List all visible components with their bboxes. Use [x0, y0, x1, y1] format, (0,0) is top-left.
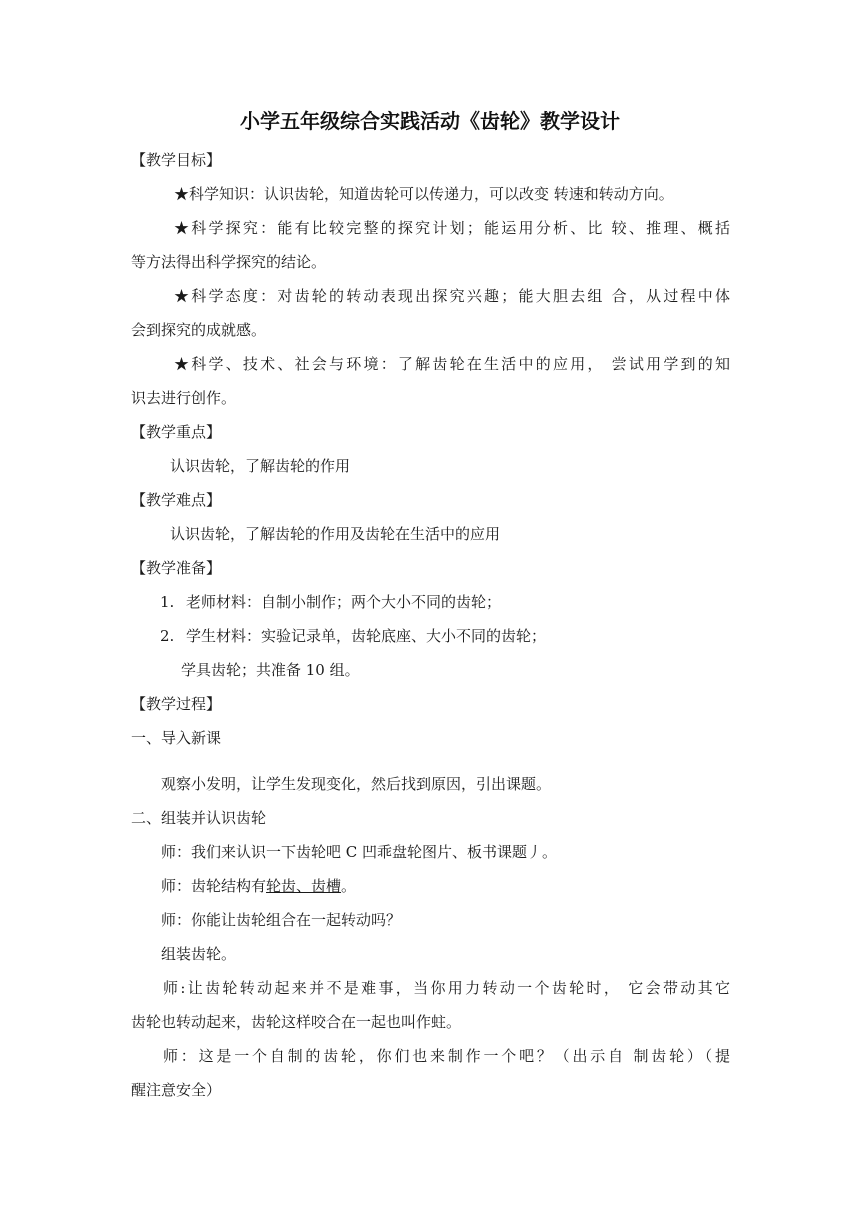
difficult-points-text: 认识齿轮，了解齿轮的作用及齿轮在生活中的应用	[170, 525, 501, 543]
goal-inquiry-line2: 等方法得出科学探究的结论。	[131, 253, 327, 271]
key-points-heading: 【教学重点】	[131, 423, 222, 441]
prep-extra: 学具齿轮；共准备 10 组。	[181, 661, 360, 679]
part2-line1: 师：我们来认识一下齿轮吧 C 凹乖盘轮图片、板书课题丿。	[161, 843, 558, 861]
part2-line2-suffix: 。	[341, 877, 357, 895]
goal-knowledge: ★科学知识：认识齿轮，知道齿轮可以传递力，可以改变 转速和转动方向。	[174, 185, 674, 203]
prep-item-teacher: 老师材料：自制小制作；两个大小不同的齿轮；	[186, 593, 502, 611]
process-heading: 【教学过程】	[131, 695, 222, 713]
prep-item-student: 学生材料：实验记录单，齿轮底座、大小不同的齿轮；	[186, 627, 547, 645]
goal-attitude-line2: 会到探究的成就感。	[131, 321, 267, 339]
part2-para1-line1: 师:让齿轮转动起来并不是难事，当你用力转动一个齿轮时， 它会带动其它	[163, 979, 730, 997]
part2-para2-line2: 醒注意安全）	[131, 1081, 222, 1099]
key-points-text: 认识齿轮，了解齿轮的作用	[170, 457, 351, 475]
prep-item-number: 2.	[160, 627, 175, 645]
part2-line4: 组装齿轮。	[161, 945, 237, 963]
part2-line3: 师：你能让齿轮组合在一起转动吗？	[161, 911, 402, 929]
prep-item-number: 1.	[160, 593, 175, 611]
part1-heading: 一、导入新课	[131, 729, 222, 747]
part1-text: 观察小发明，让学生发现变化，然后找到原因，引出课题。	[161, 775, 552, 793]
part2-line2-prefix: 师：齿轮结构有	[161, 877, 267, 895]
goal-inquiry-line1: ★科学探究：能有比较完整的探究计划；能运用分析、比 较、推理、概括	[174, 219, 730, 237]
goals-heading: 【教学目标】	[131, 151, 222, 169]
preparation-heading: 【教学准备】	[131, 559, 222, 577]
part2-para2-line1: 师：这是一个自制的齿轮，你们也来制作一个吧？（出示自 制齿轮）（提	[163, 1047, 730, 1065]
goal-attitude-line1: ★科学态度：对齿轮的转动表现出探究兴趣；能大胆去组 合，从过程中体	[174, 287, 730, 305]
part2-line2	[161, 876, 356, 896]
goal-society-line2: 识去进行创作。	[131, 389, 237, 407]
goal-society-line1: ★科学、技术、社会与环境：了解齿轮在生活中的应用， 尝试用学到的知	[174, 355, 730, 373]
gear-structure-underlined: 轮齿、齿槽	[266, 877, 342, 895]
document-title: 小学五年级综合实践活动《齿轮》教学设计	[240, 109, 620, 133]
difficult-points-heading: 【教学难点】	[131, 491, 222, 509]
part2-heading: 二、组装并认识齿轮	[131, 809, 267, 827]
part2-para1-line2: 齿轮也转动起来，齿轮这样咬合在一起也叫作蛀。	[131, 1013, 462, 1031]
